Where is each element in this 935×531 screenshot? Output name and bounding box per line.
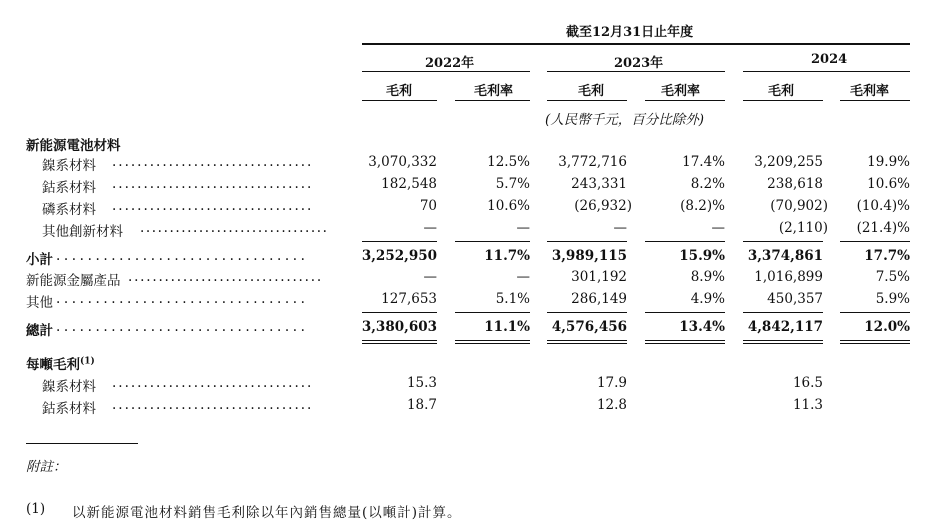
total-dbl-rule-2b	[455, 343, 530, 344]
col-rule-6	[840, 100, 910, 101]
leader-dots: ................................	[112, 198, 314, 214]
total-rule-1	[362, 312, 437, 313]
subtotal-gp-2023: 3,989,115	[551, 248, 627, 264]
total-rule-5	[743, 312, 823, 313]
total-dbl-rule-1b	[362, 343, 437, 344]
leader-dots: ................................	[56, 248, 309, 264]
section-title-per-ton	[26, 353, 95, 373]
total-gp-2024: 4,842,117	[747, 319, 823, 335]
total-gp-2023: 4,576,456	[551, 319, 627, 335]
per-ton-2023: 17.9	[596, 375, 627, 391]
col-margin-2022: 毛利率	[474, 84, 514, 99]
total-dbl-rule-5a	[743, 340, 823, 341]
cell-margin-2023: (8.2)%	[680, 198, 725, 214]
per-ton-title-text: 每噸毛利	[26, 357, 80, 373]
header-rule-top	[362, 43, 910, 45]
total-rule-3	[547, 312, 627, 313]
cell-gp-2024: 1,016,899	[754, 269, 823, 285]
cell-gp-2023: —	[613, 220, 627, 236]
row-label: 其他創新材料	[42, 224, 123, 240]
year-rule-2022	[362, 71, 530, 72]
leader-dots: ................................	[140, 220, 329, 236]
cell-gp-2024: (70,902)	[770, 198, 828, 214]
total-dbl-rule-6b	[840, 343, 910, 344]
leader-dots: ................................	[112, 154, 314, 170]
subtotal-margin-2023: 15.9%	[679, 248, 725, 264]
subtotal-rule-5	[743, 241, 823, 242]
cell-margin-2024: (21.4)%	[856, 220, 910, 236]
leader-dots: ................................	[112, 375, 314, 391]
row-label: 磷系材料	[42, 202, 96, 218]
notes-heading: 附註：	[26, 459, 67, 475]
unit-note: (人民幣千元，百分比除外)	[545, 112, 705, 128]
cell-gp-2024: (2,110)	[778, 220, 828, 236]
total-dbl-rule-6a	[840, 340, 910, 341]
leader-dots: ................................	[56, 291, 309, 307]
per-ton-2023: 12.8	[596, 397, 627, 413]
cell-margin-2022: 5.1%	[495, 291, 530, 307]
subtotal-gp-2024: 3,374,861	[747, 248, 823, 264]
per-ton-2024: 11.3	[792, 397, 823, 413]
subtotal-rule-1	[362, 241, 437, 242]
cell-margin-2023: 4.9%	[690, 291, 725, 307]
cell-gp-2023: 301,192	[571, 269, 627, 285]
leader-dots: ................................	[128, 269, 323, 285]
cell-margin-2023: 8.9%	[690, 269, 725, 285]
cell-margin-2024: 10.6%	[867, 176, 910, 192]
year-2023: 2023年	[614, 56, 664, 71]
cell-margin-2024: (10.4)%	[856, 198, 910, 214]
subtotal-rule-4	[645, 241, 725, 242]
cell-gp-2022: 70	[419, 198, 437, 214]
leader-dots: ................................	[112, 176, 314, 192]
col-gross-profit-2023: 毛利	[578, 84, 605, 99]
cell-margin-2022: 12.5%	[487, 154, 530, 170]
year-2022: 2022年	[425, 56, 475, 71]
cell-gp-2022: —	[423, 269, 437, 285]
total-dbl-rule-4b	[645, 343, 725, 344]
note-text: 以新能源電池材料銷售毛利除以年內銷售總量(以噸計)計算。	[72, 505, 462, 521]
per-ton-2022: 15.3	[406, 375, 437, 391]
cell-margin-2022: 5.7%	[495, 176, 530, 192]
notes-divider	[26, 443, 138, 444]
cell-margin-2023: 8.2%	[690, 176, 725, 192]
col-gross-profit-2022: 毛利	[386, 84, 413, 99]
cell-gp-2023: (26,932)	[574, 198, 632, 214]
cell-gp-2023: 286,149	[571, 291, 627, 307]
subtotal-label: 小計	[26, 252, 53, 268]
cell-gp-2023: 243,331	[571, 176, 627, 192]
cell-gp-2024: 238,618	[767, 176, 823, 192]
year-rule-2024	[743, 71, 910, 72]
leader-dots: ................................	[112, 397, 314, 413]
leader-dots: ................................	[56, 319, 309, 335]
year-2024: 2024	[811, 52, 848, 67]
row-label: 鈷系材料	[42, 180, 96, 196]
total-dbl-rule-4a	[645, 340, 725, 341]
cell-gp-2022: 3,070,332	[368, 154, 437, 170]
year-rule-2023	[547, 71, 725, 72]
cell-margin-2023: 17.4%	[682, 154, 725, 170]
col-rule-2	[455, 100, 530, 101]
cell-gp-2024: 450,357	[767, 291, 823, 307]
cell-margin-2022: 10.6%	[487, 198, 530, 214]
row-label: 鎳系材料	[42, 379, 96, 395]
total-dbl-rule-5b	[743, 343, 823, 344]
total-rule-2	[455, 312, 530, 313]
cell-margin-2022: —	[516, 269, 530, 285]
total-gp-2022: 3,380,603	[361, 319, 437, 335]
row-label: 新能源金屬產品	[26, 273, 121, 289]
col-rule-4	[645, 100, 725, 101]
subtotal-gp-2022: 3,252,950	[361, 248, 437, 264]
col-rule-3	[547, 100, 627, 101]
cell-gp-2022: 182,548	[381, 176, 437, 192]
cell-gp-2023: 3,772,716	[558, 154, 627, 170]
cell-margin-2024: 5.9%	[875, 291, 910, 307]
per-ton-2024: 16.5	[792, 375, 823, 391]
cell-margin-2022: —	[516, 220, 530, 236]
subtotal-rule-6	[840, 241, 910, 242]
col-gross-profit-2024: 毛利	[768, 84, 795, 99]
cell-gp-2022: 127,653	[381, 291, 437, 307]
per-ton-footnote-ref: (1)	[80, 356, 95, 367]
row-label: 鈷系材料	[42, 401, 96, 417]
total-rule-4	[645, 312, 725, 313]
subtotal-margin-2022: 11.7%	[484, 248, 530, 264]
total-margin-2024: 12.0%	[864, 319, 910, 335]
cell-gp-2024: 3,209,255	[754, 154, 823, 170]
col-rule-5	[743, 100, 823, 101]
total-dbl-rule-3b	[547, 343, 627, 344]
subtotal-margin-2024: 17.7%	[864, 248, 910, 264]
total-margin-2022: 11.1%	[484, 319, 530, 335]
subtotal-rule-2	[455, 241, 530, 242]
total-dbl-rule-2a	[455, 340, 530, 341]
total-dbl-rule-3a	[547, 340, 627, 341]
cell-gp-2022: —	[423, 220, 437, 236]
subtotal-rule-3	[547, 241, 627, 242]
total-dbl-rule-1a	[362, 340, 437, 341]
cell-margin-2024: 19.9%	[867, 154, 910, 170]
cell-margin-2023: —	[711, 220, 725, 236]
total-rule-6	[840, 312, 910, 313]
period-title: 截至12月31日止年度	[566, 25, 694, 40]
note-marker: (1)	[26, 501, 46, 517]
col-margin-2024: 毛利率	[850, 84, 890, 99]
row-label: 其他	[26, 295, 53, 311]
total-label: 總計	[26, 323, 53, 339]
section-title-battery: 新能源電池材料	[26, 138, 121, 154]
total-margin-2023: 13.4%	[679, 319, 725, 335]
row-label: 鎳系材料	[42, 158, 96, 174]
per-ton-2022: 18.7	[406, 397, 437, 413]
cell-margin-2024: 7.5%	[875, 269, 910, 285]
col-rule-1	[362, 100, 437, 101]
col-margin-2023: 毛利率	[661, 84, 701, 99]
